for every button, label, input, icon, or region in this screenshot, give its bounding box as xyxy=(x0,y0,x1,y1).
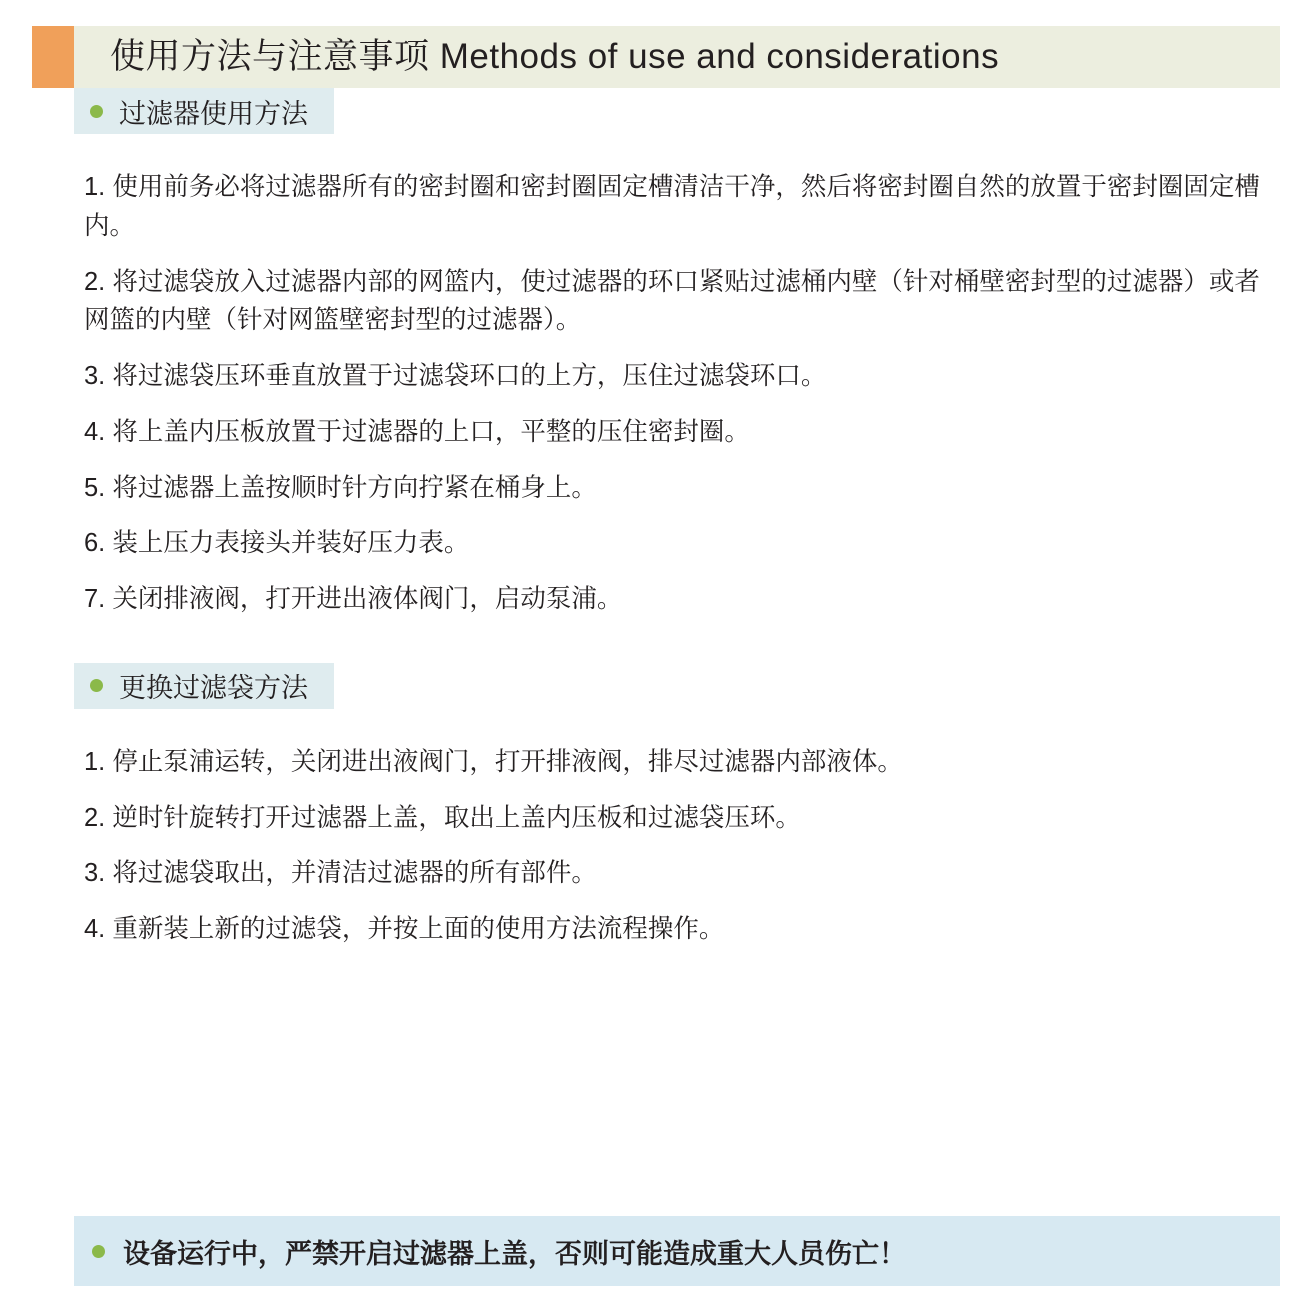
page-title: 使用方法与注意事项 Methods of use and considerations xyxy=(110,37,1000,76)
list-item: 1. 使用前务必将过滤器所有的密封圈和密封圈固定槽清洁干净，然后将密封圈自然的放置于密封圈固定槽内。 xyxy=(84,173,1260,240)
list-item: 2. 将过滤袋放入过滤器内部的网篮内，使过滤器的环口紧贴过滤桶内壁（针对桶壁密封型的过滤器）或者网篮的内壁（针对网篮壁密封型的过滤器）。 xyxy=(84,267,1260,335)
spacer xyxy=(0,709,1302,743)
list-item: 7. 关闭排液阀，打开进出液体阀门，启动泵浦。 xyxy=(84,585,623,613)
header-accent-block xyxy=(32,26,74,88)
spacer xyxy=(0,134,1302,168)
warning-text: 设备运行中，严禁开启过滤器上盖，否则可能造成重大人员伤亡！ xyxy=(123,1238,906,1269)
section-heading-label: 过滤器使用方法 xyxy=(119,98,308,129)
section-heading-bag-replacement xyxy=(74,663,334,709)
list-item: 3. 将过滤袋压环垂直放置于过滤袋环口的上方，压住过滤袋环口。 xyxy=(84,362,827,390)
list-item: 4. 将上盖内压板放置于过滤器的上口，平整的压住密封圈。 xyxy=(84,417,750,446)
list-item: 5. 将过滤器上盖按顺时针方向拧紧在桶身上。 xyxy=(84,473,597,502)
bullet-icon xyxy=(92,1245,105,1258)
bullet-icon xyxy=(90,679,103,692)
list-filter-usage xyxy=(84,168,1280,619)
section-heading-filter-usage xyxy=(74,88,334,134)
list-item: 2. 逆时针旋转打开过滤器上盖，取出上盖内压板和过滤袋压环。 xyxy=(84,803,801,832)
warning-banner xyxy=(74,1216,1280,1286)
spacer xyxy=(0,619,1302,663)
list-item: 3. 将过滤袋取出，并清洁过滤器的所有部件。 xyxy=(84,859,597,888)
page-header xyxy=(0,26,1302,88)
section-heading-label: 更换过滤袋方法 xyxy=(119,673,308,704)
list-item: 1. 停止泵浦运转，关闭进出液阀门，打开排液阀，排尽过滤器内部液体。 xyxy=(84,747,903,776)
bullet-icon xyxy=(90,105,103,118)
list-item: 4. 重新装上新的过滤袋，并按上面的使用方法流程操作。 xyxy=(84,915,725,943)
list-item: 6. 装上压力表接头并装好压力表。 xyxy=(84,529,470,558)
list-bag-replacement xyxy=(84,743,1280,949)
